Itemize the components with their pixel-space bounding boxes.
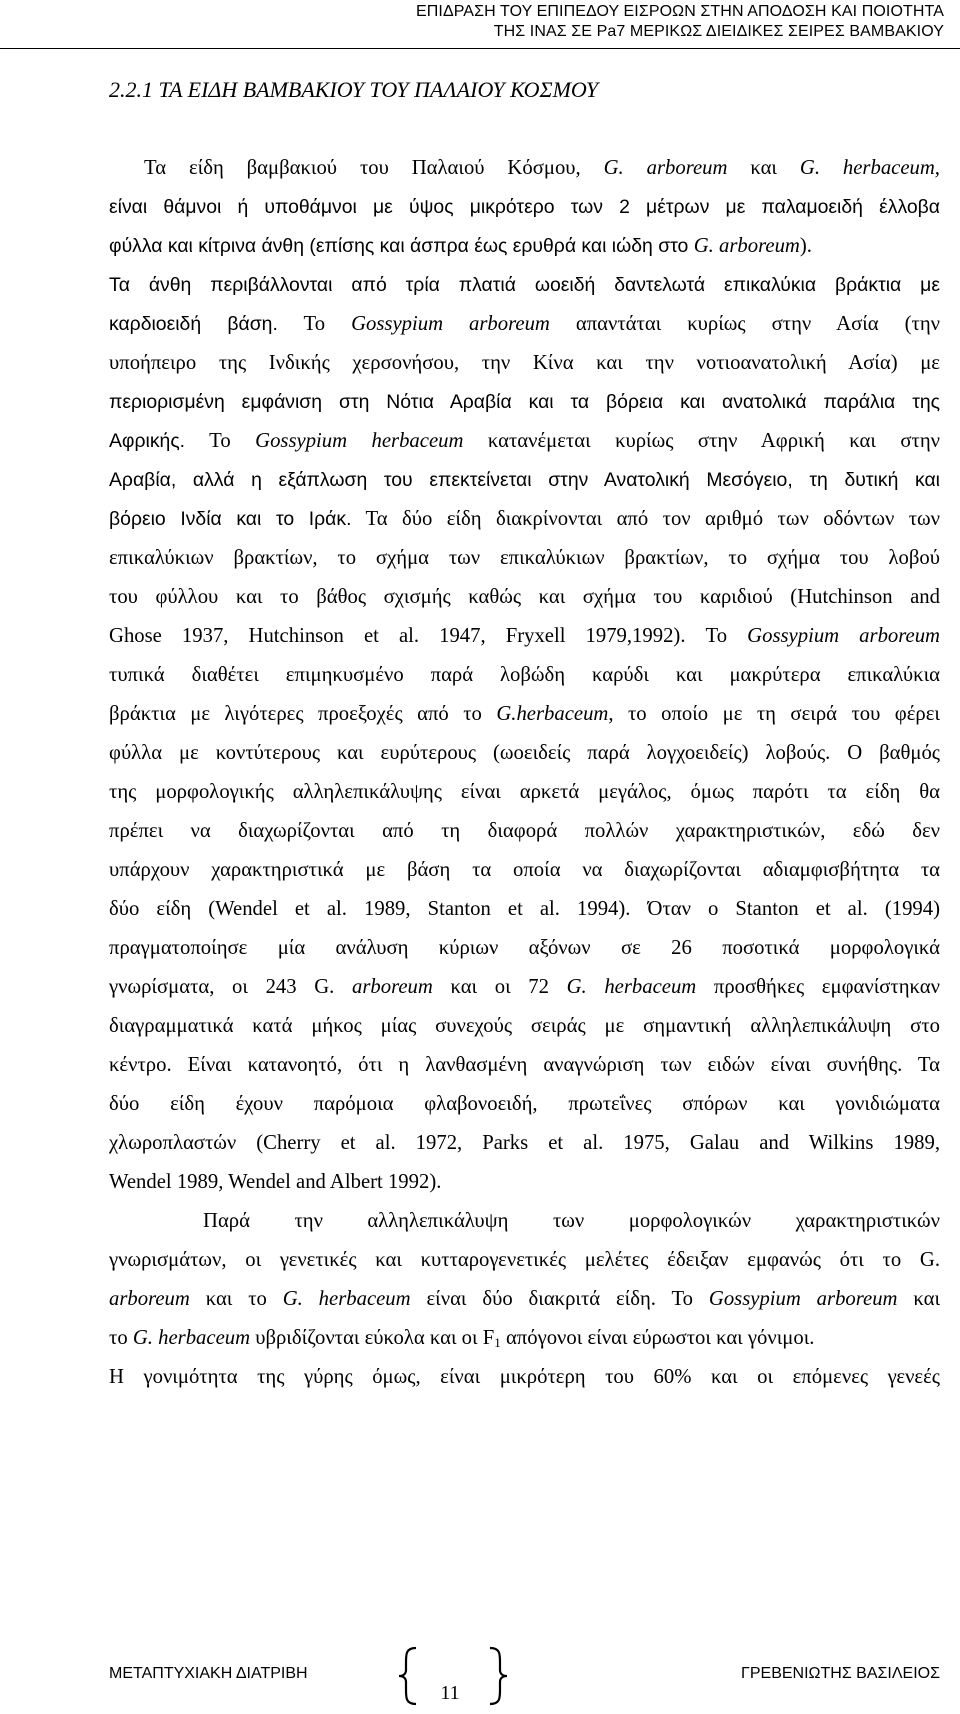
text-line: Τα είδη βαμβακιού του Παλαιού Κόσμου, G. arboreum και G. herbaceum, (144, 157, 940, 179)
text-line: είναι θάμνοι ή υποθάμνοι με ύψος μικρότερο των 2 μέτρων με παλαμοειδή έλλοβα (109, 196, 940, 218)
text-line: Παρά την αλληλεπικάλυψη των μορφολογικών χαρακτηριστικών (203, 1210, 940, 1232)
text-line: arboreum και το G. herbaceum είναι δύο διακριτά είδη. Το Gossypium arboreum και (109, 1288, 941, 1310)
text-line: διαγραμματικά κατά μήκος μίας συνεχούς σειράς με σημαντική αλληλεπικάλυψη στο (109, 1015, 940, 1037)
text-line: φύλλα με κοντύτερους και ευρύτερους (ωοειδείς παρά λογχοειδείς) λοβούς. Ο βαθμός (109, 742, 940, 764)
text-line: γνωρίσματα, οι 243 G. arboreum και οι 72 G. herbaceum προσθήκες εμφανίστηκαν (109, 976, 940, 998)
text-line: βόρειο Ινδία και το Ιράκ. Τα δύο είδη διακρίνονται από τον αριθμό των οδόντων των (109, 508, 940, 530)
text-line: της μορφολογικής αλληλεπικάλυψης είναι αρκετά μεγάλος, όμως παρότι τα είδη θα (109, 781, 940, 803)
text-line: υποήπειρο της Ινδικής χερσονήσου, την Κίνα και την νοτιοανατολική Ασία) με (109, 352, 940, 374)
text-line: επικαλύκιων βρακτίων, το σχήμα των επικαλύκιων βρακτίων, το σχήμα του λοβού (109, 547, 940, 569)
text-line: φύλλα και κίτρινα άνθη (επίσης και άσπρα έως ερυθρά και ιώδη στο G. arboreum). (109, 235, 812, 257)
text-line: Ghose 1937, Hutchinson et al. 1947, Fryxell 1979,1992). Το Gossypium arboreum (109, 625, 940, 647)
text-line: τυπικά διαθέτει επιμηκυσμένο παρά λοβώδη καρύδι και μακρύτερα επικαλύκια (109, 664, 940, 686)
text-line: Wendel 1989, Wendel and Albert 1992). (109, 1171, 442, 1193)
section-title: 2.2.1 ΤΑ ΕΙΔΗ ΒΑΜΒΑΚΙΟΥ ΤΟΥ ΠΑΛΑΙΟΥ ΚΟΣΜΟΥ (109, 77, 599, 102)
text-line: πραγματοποίησε μία ανάλυση κύριων αξόνων σε 26 ποσοτικά μορφολογικά (109, 937, 940, 959)
text-line: το G. herbaceum υβριδίζονται εύκολα και οι $F_1$ απόγονοι είναι εύρωστοι και γόνιμοι. (109, 1327, 815, 1350)
body-text (109, 149, 940, 1397)
right-brace-shape (490, 1648, 507, 1704)
text-line: πρέπει να διαχωρίζονται από τη διαφορά πολλών χαρακτηριστικών, εδώ δεν (109, 820, 940, 842)
text-line: δύο είδη (Wendel et al. 1989, Stanton et al. 1994). Όταν ο Stanton et al. (1994) (109, 898, 940, 920)
text-line: χλωροπλαστών (Cherry et al. 1972, Parks et al. 1975, Galau and Wilkins 1989, (109, 1132, 940, 1154)
page-number: 11 (440, 1682, 460, 1704)
running-header-line-2: ΤΗΣ ΙΝΑΣ ΣΕ Pa7 ΜΕΡΙΚΩΣ ΔΙΕΙΔΙΚΕΣ ΣΕΙΡΕΣ ΒΑΜΒΑΚΙΟΥ (493, 23, 944, 40)
text-line: Η γονιμότητα της γύρης όμως, είναι μικρότερη του 60% και οι επόμενες γενεές (109, 1366, 940, 1388)
text-line: υπάρχουν χαρακτηριστικά με βάση τα οποία να διαχωρίζονται αδιαμφισβήτητα τα (109, 859, 940, 881)
text-line: Τα άνθη περιβάλλονται από τρία πλατιά ωοειδή δαντελωτά επικαλύκια βράκτια με (109, 274, 940, 296)
text-line: βράκτια με λιγότερες προεξοχές από το G.herbaceum, το οποίο με τη σειρά του φέρει (109, 703, 940, 725)
text-line: γνωρισμάτων, οι γενετικές και κυτταρογενετικές μελέτες έδειξαν εμφανώς ότι το G. (109, 1249, 940, 1271)
paragraph-1 (109, 149, 940, 1202)
footer-left-label: ΜΕΤΑΠΤΥΧΙΑΚΗ ΔΙΑΤΡΙΒΗ (109, 1665, 308, 1682)
header-divider (0, 48, 960, 49)
left-brace-shape (399, 1648, 416, 1704)
text-line: Αφρικής. Το Gossypium herbaceum κατανέμεται κυρίως στην Αφρική και στην (109, 430, 940, 452)
text-line: κέντρο. Είναι κατανοητό, ότι η λανθασμένη αναγνώριση των ειδών είναι συνήθης. Τα (109, 1054, 940, 1076)
running-header-line-1: ΕΠΙΔΡΑΣΗ ΤΟΥ ΕΠΙΠΕΔΟΥ ΕΙΣΡΟΩΝ ΣΤΗΝ ΑΠΟΔΟΣΗ ΚΑΙ ΠΟΙΟΤΗΤΑ (415, 3, 944, 20)
text-line: περιορισμένη εμφάνιση στη Νότια Αραβία και τα βόρεια και ανατολικά παράλια της (109, 391, 940, 413)
text-line: του φύλλου και το βάθος σχισμής καθώς και σχήμα του καριδιού (Hutchinson and (109, 586, 940, 608)
footer-right-label: ΓΡΕΒΕΝΙΩΤΗΣ ΒΑΣΙΛΕΙΟΣ (741, 1665, 940, 1682)
text-line: καρδιοειδή βάση. Το Gossypium arboreum απαντάται κυρίως στην Ασία (την (109, 313, 941, 335)
paragraph-2 (109, 1202, 940, 1397)
running-header (64, 2, 944, 42)
text-line: δύο είδη έχουν παρόμοια φλαβονοειδή, πρωτεΐνες σπόρων και γονιδιώματα (109, 1093, 940, 1115)
text-line: Αραβία, αλλά η εξάπλωση του επεκτείνεται στην Ανατολική Μεσόγειο, τη δυτική και (109, 469, 940, 491)
